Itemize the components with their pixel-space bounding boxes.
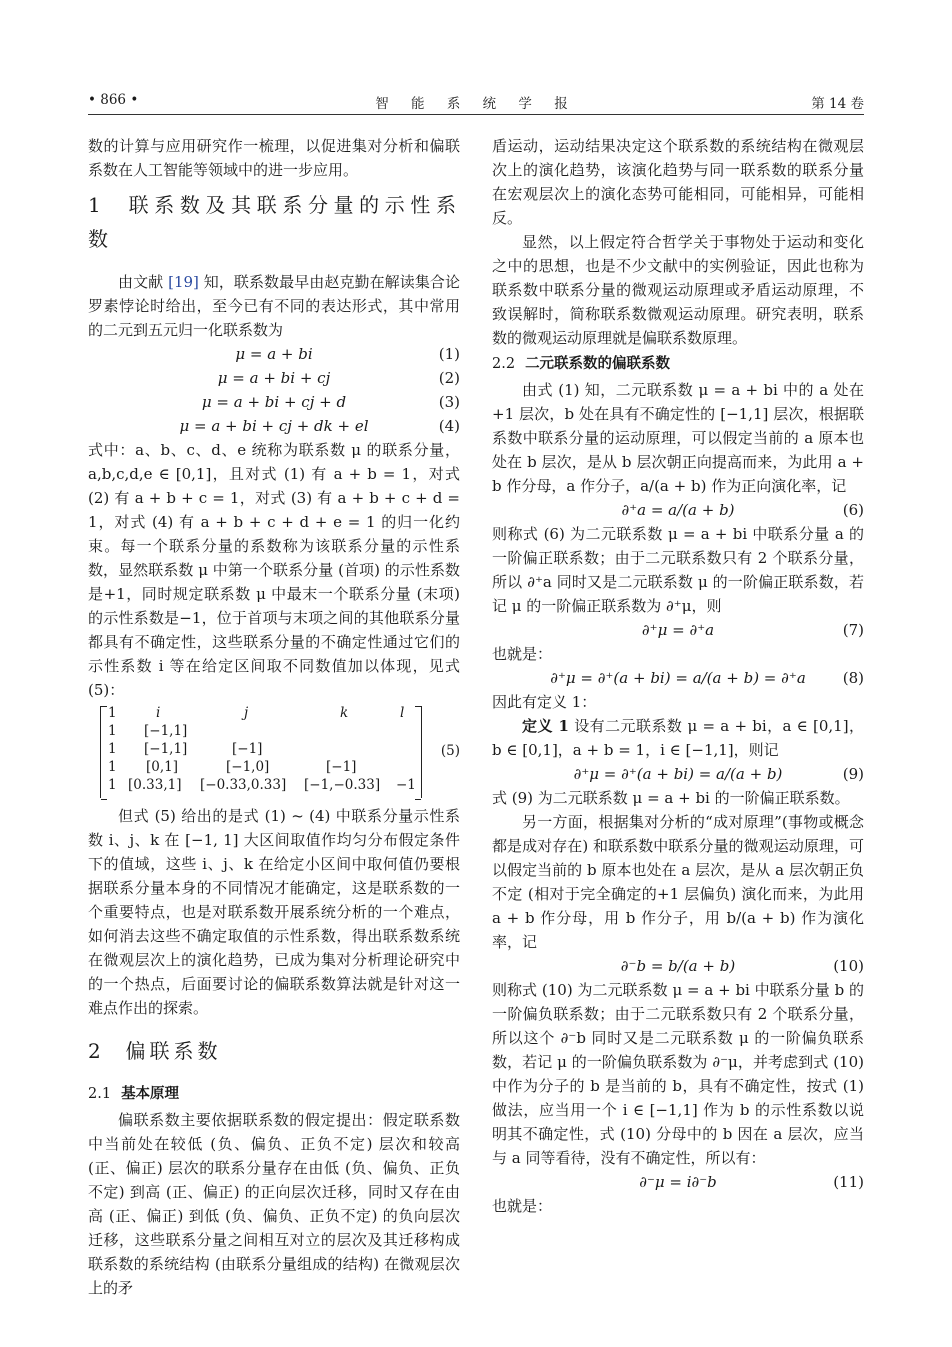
equation-body: ∂⁺μ = ∂⁺(a + bi) = a/(a + b) xyxy=(573,765,783,783)
equation-body: ∂⁺a = a/(a + b) xyxy=(621,501,735,519)
subsection-number: 2.1 xyxy=(88,1086,112,1102)
paragraph: 另一方面，根据集对分析的“成对原理”(事物或概念都是成对存在) 和联系数中联系分量的微观运动原理，可以假定当前的 b 原本也处在 a 层次，是从 a 层次朝正负不定 (相对于完全确定的+1 层偏负) 演化而来，为此用 a + b 作分母，用 b 作分子，用 b/(a + b) 作为演化率，记 xyxy=(492,813,864,951)
subsection-title: 基本原理 xyxy=(121,1086,180,1102)
running-header xyxy=(88,90,864,112)
paragraph: 但式 (5) 给出的是式 (1) ~ (4) 中联系分量示性系数 i、j、k 在 [−1, 1] 大区间取值作均匀分布假定条件下的值域，这些 i、j、k 在给定小区间中取何值仍要根据联系分量本身的不同情况才能确定，这是联系数的一个重要特点，也是对联系数开展系统分析的一个难点，如何消去这些不确定取值的示性系数，得出联系数系统在微观层次上的演化趋势，已成为集对分析理论研究中的一个热点，后面要讨论的偏联系数算法就是针对这一难点作出的探索。 xyxy=(88,807,460,1017)
right-column xyxy=(492,134,864,1218)
matrix-cell: [0,1] xyxy=(146,759,179,775)
matrix-cell: j xyxy=(244,705,249,721)
equation-body: μ = a + bi + cj + d xyxy=(201,393,347,411)
equation-body: μ = a + bi + cj + dk + el xyxy=(179,417,369,435)
equation-body: ∂⁻b = b/(a + b) xyxy=(620,957,736,975)
equation xyxy=(88,390,460,414)
left-column xyxy=(88,134,460,1300)
equation xyxy=(492,666,864,690)
subsection-title: 二元联系数的偏联系数 xyxy=(525,356,671,372)
header-rule xyxy=(88,114,864,115)
matrix-cell: 1 xyxy=(108,723,117,739)
journal-title: 智 能 系 统 学 报 xyxy=(375,96,577,112)
matrix-cell: [−1,−0.33] xyxy=(304,777,381,793)
equation xyxy=(88,366,460,390)
equation-number: (3) xyxy=(438,393,460,411)
equation xyxy=(492,618,864,642)
matrix-cell: k xyxy=(340,705,349,721)
matrix-cell: [−1] xyxy=(232,741,263,757)
subsection-number: 2.2 xyxy=(492,356,516,372)
matrix-cell: −1 xyxy=(396,777,416,793)
paragraph: 偏联系数主要依据联系数的假定提出：假定联系数中当前处在较低 (负、偏负、正负不定) 层次和较高 (正、偏正) 层次的联系分量存在由低 (负、偏负、正负不定) 到高 (正、偏正) 的正向层次迁移，同时又存在由高 (正、偏正) 到低 (负、偏负、正负不定) 的负向层次迁移，这些联系分量之间相互对立的层次及其迁移构成联系数的系统结构 (由联系分量组成的结构) 在微观层次上的矛 xyxy=(88,1111,460,1297)
definition-text: 设有二元联系数 μ = a + bi，a ∈ [0,1]，b ∈ [0,1]，a + b = 1，i ∈ [−1,1]，则记 xyxy=(492,717,864,759)
equation-body: ∂⁺μ = ∂⁺(a + bi) = a/(a + b) = ∂⁺a xyxy=(550,669,806,687)
section-number: 2 xyxy=(88,1039,105,1063)
text-run: 由文献 xyxy=(118,273,169,291)
matrix-cell: [−1] xyxy=(326,759,357,775)
paragraph: 式中：a、b、c、d、e 统称为联系数 μ 的联系分量，a,b,c,d,e ∈ [0,1]，且对式 (1) 有 a + b = 1，对式 (2) 有 a + b + c = 1，对式 (3) 有 a + b + c + d = 1，对式 (4) 有 a + b + c + d + e = 1 的归一化约束。每一个联系分量的系数称为该联系分量的示性系数，显然联系数 μ 中第一个联系分量 (首项) 的示性系数是+1，同时规定联系数 μ 中最末一个联系分量 (末项) 的示性系数是−1，位于首项与末项之间的其他联系分量都具有不确定性，这些联系分量的不确定性通过它们的示性系数 i 等在给定区间取不同数值加以体现，见式 (5)： xyxy=(88,441,460,699)
paragraph xyxy=(88,270,460,342)
equation-number: (2) xyxy=(438,369,460,387)
paragraph: 由式 (1) 知，二元联系数 μ = a + bi 中的 a 处在+1 层次，b 处在具有不确定性的 [−1,1] 层次，根据联系数中联系分量的运动原理，可以假定当前的 a 原本也处在 b 层次，是从 b 层次朝正向提高而来，为此用 a + b 作分母，a 作分子，a/(a + b) 作为正向演化率，记 xyxy=(492,381,864,495)
equation-number: (5) xyxy=(440,743,460,759)
equation xyxy=(492,498,864,522)
paragraph: 也就是： xyxy=(492,1197,553,1215)
equation-number: (8) xyxy=(842,669,864,687)
matrix-cell: 1 xyxy=(108,759,117,775)
text-run: 知，联系数最早由赵克勤在解读集合论罗素悖论时给出，至今已有不同的表达形式，其中常用的二元到五元归一化联系数为 xyxy=(88,273,460,339)
matrix-cell: [0.33,1] xyxy=(128,777,182,793)
paragraph: 则称式 (6) 为二元联系数 μ = a + bi 中联系分量 a 的一阶偏正联系数；由于二元联系数只有 2 个联系分量，所以 ∂⁺a 同时又是二元联系数 μ 的一阶偏正联系数，若记 μ 的一阶偏正联系数为 ∂⁺μ，则 xyxy=(492,525,864,615)
section-heading xyxy=(88,188,460,256)
subsection-heading xyxy=(492,352,864,376)
matrix-cell: 1 xyxy=(108,741,117,757)
equation xyxy=(492,1170,864,1194)
matrix-cell: 1 xyxy=(108,777,117,793)
equation-number: (9) xyxy=(842,765,864,783)
equation-body: ∂⁻μ = i∂⁻b xyxy=(639,1173,717,1191)
paragraph: 也就是： xyxy=(492,645,553,663)
volume-label: 第 14 卷 xyxy=(811,96,864,112)
subsection-heading xyxy=(88,1082,460,1106)
section-title: 偏联系数 xyxy=(125,1039,222,1063)
matrix-cell: [−0.33,0.33] xyxy=(200,777,287,793)
matrix-cell: 1 xyxy=(108,705,117,721)
paragraph: 则称式 (10) 为二元联系数 μ = a + bi 中联系分量 b 的一阶偏负联系数；由于二元联系数只有 2 个联系分量，所以这个 ∂⁻b 同时又是二元联系数 μ 的一阶偏负联系数，若记 μ 的一阶偏负联系数为 ∂⁻μ，并考虑到式 (10) 中作为分子的 b 是当前的 b，具有不确定性，按式 (1) 做法，应当用一个 i ∈ [−1,1] 作为 b 的示性系数以说明其不确定性，式 (10) 分母中的 b 因在 a 层次，应当与 a 同等看待，没有不确定性，所以有： xyxy=(492,981,864,1167)
equation xyxy=(88,414,460,438)
equation-number: (11) xyxy=(833,1173,864,1191)
coefficient-matrix xyxy=(88,704,460,800)
matrix-cell: i xyxy=(156,705,161,721)
page-number: • 866 • xyxy=(88,92,139,108)
equation xyxy=(88,342,460,366)
equation-number: (4) xyxy=(438,417,460,435)
section-heading xyxy=(88,1034,460,1068)
matrix-cell: [−1,0] xyxy=(226,759,270,775)
equation-number: (1) xyxy=(438,345,460,363)
matrix-cell: [−1,1] xyxy=(144,741,188,757)
section-number: 1 xyxy=(88,193,105,217)
section-title: 联系数及其联系分量的示性系数 xyxy=(88,193,460,251)
paragraph: 盾运动，运动结果决定这个联系数的系统结构在微观层次上的演化趋势，该演化趋势与同一联系数的联系分量在宏观层次上的演化态势可能相同，可能相异，可能相反。 xyxy=(492,137,864,227)
equation-number: (10) xyxy=(833,957,864,975)
paragraph: 式 (9) 为二元联系数 μ = a + bi 的一阶偏正联系数。 xyxy=(492,789,850,807)
equation-number: (6) xyxy=(842,501,864,519)
equation-body: ∂⁺μ = ∂⁺a xyxy=(641,621,715,639)
citation-link[interactable]: [19] xyxy=(168,273,199,291)
equation xyxy=(492,954,864,978)
paragraph: 因此有定义 1： xyxy=(492,693,597,711)
equation-number: (7) xyxy=(842,621,864,639)
matrix-cell: l xyxy=(400,705,405,721)
equation xyxy=(492,762,864,786)
equation-body: μ = a + bi xyxy=(235,345,313,363)
definition xyxy=(492,714,864,762)
definition-label: 定义 1 xyxy=(522,717,569,735)
paragraph: 显然，以上假定符合哲学关于事物处于运动和变化之中的思想，也是不少文献中的实例验证，因此也称为联系数中联系分量的微观运动原理或矛盾运动原理，不致误解时，简称联系数微观运动原理。研究表明，联系数的微观运动原理就是偏联系数原理。 xyxy=(492,233,864,347)
matrix-cell: [−1,1] xyxy=(144,723,188,739)
paragraph: 数的计算与应用研究作一梳理，以促进集对分析和偏联系数在人工智能等领域中的进一步应用。 xyxy=(88,137,460,179)
equation-body: μ = a + bi + cj xyxy=(217,369,331,387)
